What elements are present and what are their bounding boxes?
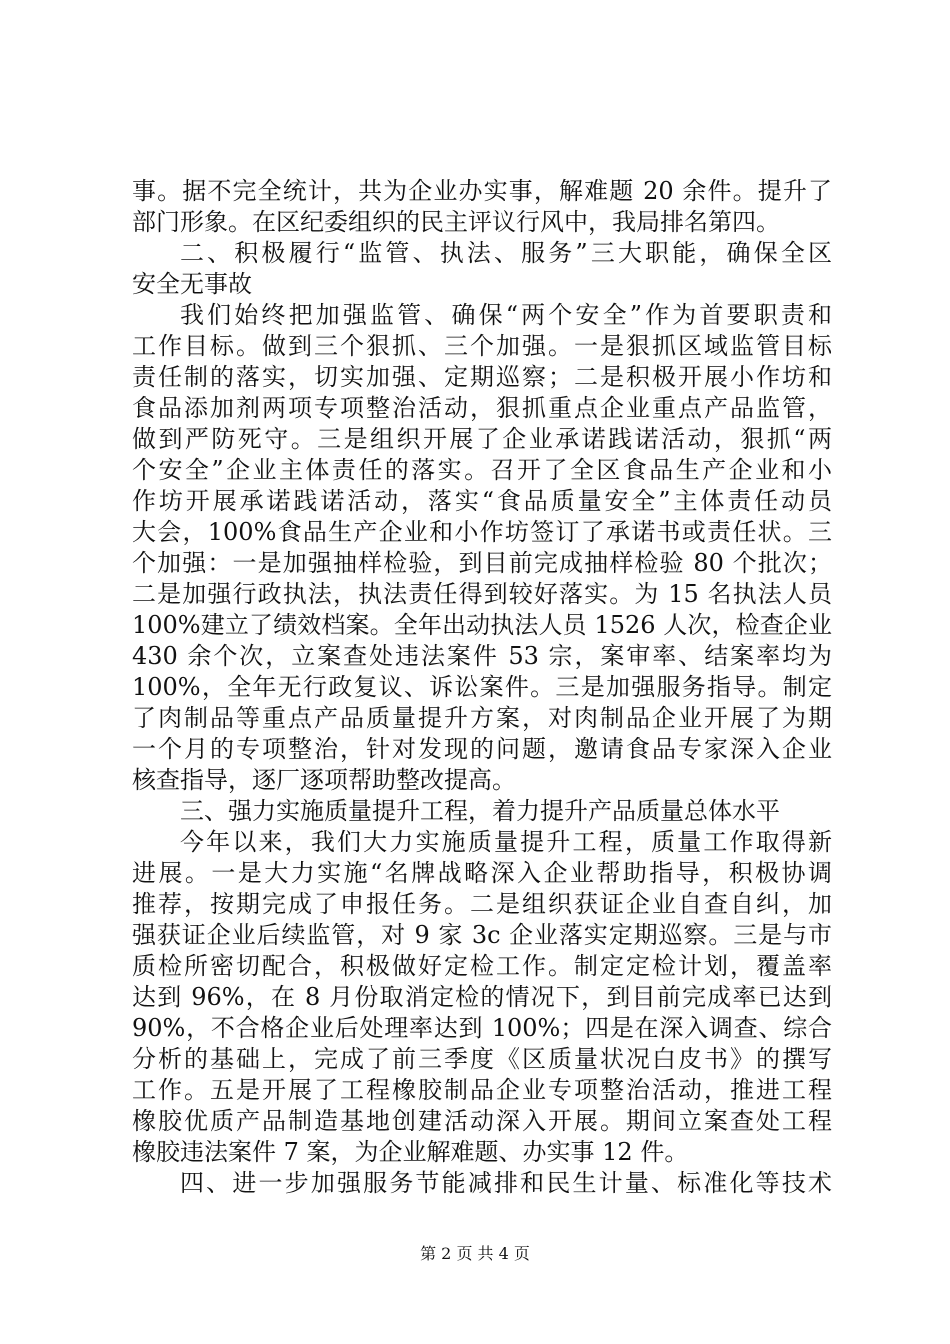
text-line: 推荐，按期完成了申报任务。二是组织获证企业自查自纠，加	[132, 890, 832, 918]
text-line: 100%建立了绩效档案。全年出动执法人员 1526 人次，检查企业	[132, 611, 832, 639]
text-line: 责任制的落实，切实加强、定期巡察；二是积极开展小作坊和	[132, 363, 832, 391]
text-line: 个安全”企业主体责任的落实。召开了全区食品生产企业和小	[132, 456, 832, 484]
text-line: 质检所密切配合，积极做好定检工作。制定定检计划，覆盖率	[132, 952, 832, 980]
text-line: 一个月的专项整治，针对发现的问题，邀请食品专家深入企业	[132, 735, 832, 763]
text-line: 做到严防死守。三是组织开展了企业承诺践诺活动，狠抓“两	[132, 425, 832, 453]
text-line: 二是加强行政执法，执法责任得到较好落实。为 15 名执法人员	[132, 580, 832, 608]
section-heading-line: 安全无事故	[132, 270, 252, 298]
page-footer	[0, 1244, 950, 1264]
text-line: 我们始终把加强监管、确保“两个安全”作为首要职责和	[180, 301, 832, 329]
page-number-label: 第 2 页 共 4 页	[420, 1244, 530, 1263]
text-line: 达到 96%，在 8 月份取消定检的情况下，到目前完成率已达到	[132, 983, 832, 1011]
text-line: 部门形象。在区纪委组织的民主评议行风中，我局排名第四。	[132, 208, 780, 236]
section-heading-line: 三、强力实施质量提升工程，着力提升产品质量总体水平	[180, 797, 780, 825]
document-body	[132, 176, 832, 1199]
text-line: 食品添加剂两项专项整治活动，狠抓重点企业重点产品监管，	[132, 394, 832, 422]
text-line: 工作目标。做到三个狠抓、三个加强。一是狠抓区域监管目标	[132, 332, 832, 360]
text-line: 大会，100%食品生产企业和小作坊签订了承诺书或责任状。三	[132, 518, 832, 546]
text-line: 90%，不合格企业后处理率达到 100%；四是在深入调查、综合	[132, 1014, 832, 1042]
text-line: 橡胶违法案件 7 案，为企业解难题、办实事 12 件。	[132, 1138, 689, 1166]
text-line: 430 余个次，立案查处违法案件 53 宗，案审率、结案率均为	[132, 642, 832, 670]
section-heading-line: 四、进一步加强服务节能减排和民生计量、标准化等技术	[180, 1169, 832, 1197]
text-line: 强获证企业后续监管，对 9 家 3c 企业落实定期巡察。三是与市	[132, 921, 832, 949]
text-line: 100%，全年无行政复议、诉讼案件。三是加强服务指导。制定	[132, 673, 832, 701]
text-line: 个加强：一是加强抽样检验，到目前完成抽样检验 80 个批次；	[132, 549, 832, 577]
text-line: 事。据不完全统计，共为企业办实事，解难题 20 余件。提升了	[132, 177, 832, 205]
text-line: 了肉制品等重点产品质量提升方案，对肉制品企业开展了为期	[132, 704, 832, 732]
text-line: 核查指导，逐厂逐项帮助整改提高。	[132, 766, 516, 794]
text-line: 作坊开展承诺践诺活动，落实“食品质量安全”主体责任动员	[132, 487, 832, 515]
text-line: 今年以来，我们大力实施质量提升工程，质量工作取得新	[180, 828, 832, 856]
text-line: 分析的基础上，完成了前三季度《区质量状况白皮书》的撰写	[132, 1045, 832, 1073]
text-line: 工作。五是开展了工程橡胶制品企业专项整治活动，推进工程	[132, 1076, 832, 1104]
text-line: 进展。一是大力实施“名牌战略深入企业帮助指导，积极协调	[132, 859, 832, 887]
section-heading-line: 二、积极履行“监管、执法、服务”三大职能，确保全区	[180, 239, 832, 267]
text-line: 橡胶优质产品制造基地创建活动深入开展。期间立案查处工程	[132, 1107, 832, 1135]
